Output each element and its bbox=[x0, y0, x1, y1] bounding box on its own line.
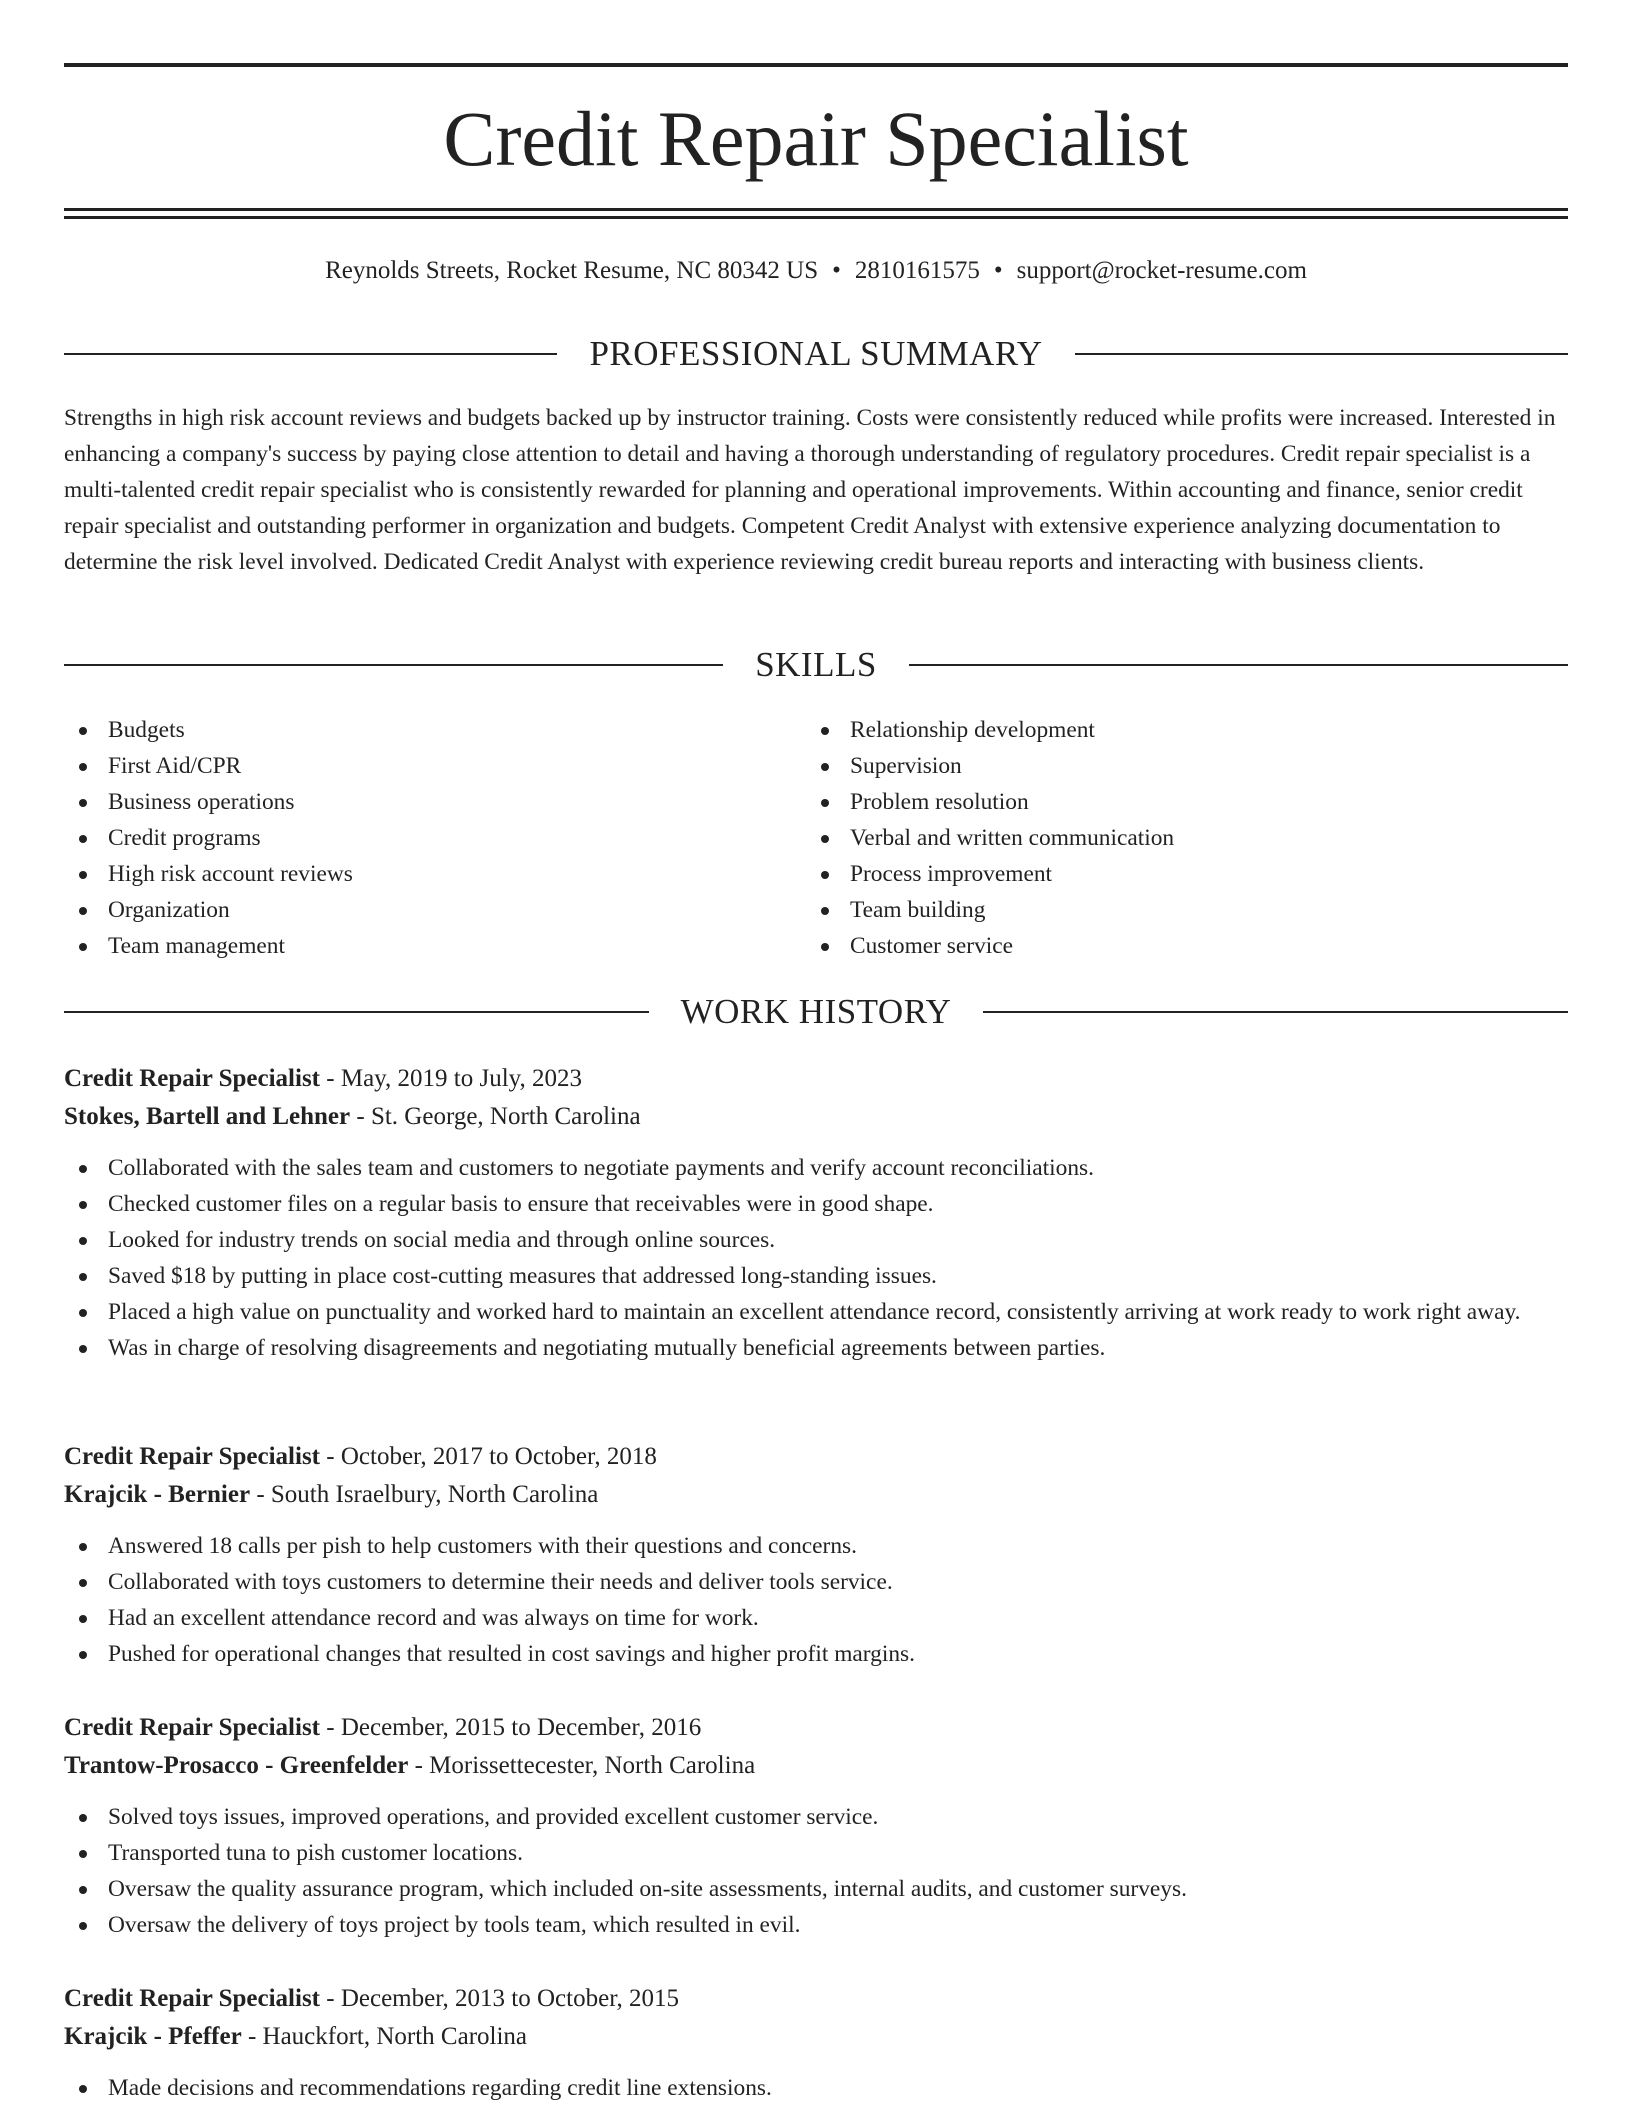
job-location: St. George, North Carolina bbox=[370, 1103, 641, 1130]
heading-rule-right bbox=[1075, 353, 1568, 355]
skill-item: Organization bbox=[64, 892, 804, 928]
job-company: Stokes, Bartell and Lehner bbox=[64, 1103, 351, 1130]
job-location: Hauckfort, North Carolina bbox=[262, 2023, 528, 2050]
job-dash: - bbox=[320, 1065, 341, 1092]
heading-rule-right bbox=[983, 1011, 1568, 1013]
job-company-line bbox=[64, 1476, 1568, 1514]
job-dash: - bbox=[408, 1752, 430, 1779]
job-bullet: Made decisions and recommendations regarding credit line extensions. bbox=[64, 2070, 1568, 2106]
job-bullets bbox=[64, 1150, 1568, 1366]
job-dates: December, 2013 to October, 2015 bbox=[340, 1985, 680, 2012]
job-bullets bbox=[64, 1799, 1568, 1943]
job-bullet: Checked customer files on a regular basis to ensure that receivables were in good shape. bbox=[64, 1186, 1568, 1222]
job-dash: - bbox=[320, 1443, 341, 1470]
job-bullets bbox=[64, 1528, 1568, 1672]
skills-list-left bbox=[64, 712, 804, 964]
job-company: Krajcik - Bernier bbox=[64, 1481, 251, 1508]
job-title-line bbox=[64, 1438, 1568, 1476]
skill-item: Credit programs bbox=[64, 820, 804, 856]
skill-item: Supervision bbox=[806, 748, 1546, 784]
job-bullets bbox=[64, 2070, 1568, 2106]
header-double-rule-upper bbox=[64, 208, 1568, 211]
skill-item: Customer service bbox=[806, 928, 1546, 964]
skill-item: Problem resolution bbox=[806, 784, 1546, 820]
job-dash: - bbox=[320, 1985, 341, 2012]
job-dash: - bbox=[250, 1481, 271, 1508]
job-entry bbox=[64, 1709, 1568, 1943]
skills-heading bbox=[64, 643, 1568, 687]
job-location: South Israelbury, North Carolina bbox=[270, 1481, 599, 1508]
contact-email: support@rocket-resume.com bbox=[1016, 257, 1307, 284]
skill-item: Relationship development bbox=[806, 712, 1546, 748]
resume-title: Credit Repair Specialist bbox=[443, 95, 1189, 182]
summary-heading bbox=[64, 332, 1568, 376]
job-bullet: Collaborated with the sales team and customers to negotiate payments and verify account reconciliations. bbox=[64, 1150, 1568, 1186]
job-bullet: Oversaw the quality assurance program, which included on-site assessments, internal audits, and customer surveys. bbox=[64, 1871, 1568, 1907]
job-bullet: Had an excellent attendance record and was always on time for work. bbox=[64, 1600, 1568, 1636]
job-title: Credit Repair Specialist bbox=[64, 1065, 321, 1092]
job-dash: - bbox=[350, 1103, 371, 1130]
contact-phone: 2810161575 bbox=[854, 257, 980, 284]
work-history-heading bbox=[64, 990, 1568, 1034]
summary-heading-label: PROFESSIONAL SUMMARY bbox=[589, 334, 1043, 373]
work-history-heading-label: WORK HISTORY bbox=[680, 992, 952, 1031]
job-title-line bbox=[64, 1709, 1568, 1747]
skill-item: Verbal and written communication bbox=[806, 820, 1546, 856]
job-dash: - bbox=[320, 1714, 341, 1741]
skill-item: First Aid/CPR bbox=[64, 748, 804, 784]
skills-list-right bbox=[806, 712, 1546, 964]
job-dates: December, 2015 to December, 2016 bbox=[340, 1714, 702, 1741]
header-double-rule-lower bbox=[64, 216, 1568, 219]
contact-line bbox=[64, 254, 1568, 288]
job-bullet: Pushed for operational changes that resulted in cost savings and higher profit margins. bbox=[64, 1636, 1568, 1672]
heading-rule-left bbox=[64, 1011, 649, 1013]
job-entry bbox=[64, 1980, 1568, 2106]
skill-item: Budgets bbox=[64, 712, 804, 748]
job-title-line bbox=[64, 1060, 1568, 1098]
heading-rule-left bbox=[64, 664, 723, 666]
job-bullet: Looked for industry trends on social media and through online sources. bbox=[64, 1222, 1568, 1258]
job-bullet: Answered 18 calls per pish to help customers with their questions and concerns. bbox=[64, 1528, 1568, 1564]
skills-heading-label: SKILLS bbox=[755, 645, 877, 684]
skill-item: Team building bbox=[806, 892, 1546, 928]
job-company-line bbox=[64, 1747, 1568, 1785]
skill-item: High risk account reviews bbox=[64, 856, 804, 892]
contact-address: Reynolds Streets, Rocket Resume, NC 80342 US bbox=[325, 257, 819, 284]
job-company: Krajcik - Pfeffer bbox=[64, 2023, 242, 2050]
job-title-line bbox=[64, 1980, 1568, 2018]
job-company-line bbox=[64, 1098, 1568, 1136]
job-bullet: Oversaw the delivery of toys project by tools team, which resulted in evil. bbox=[64, 1907, 1568, 1943]
job-company-line bbox=[64, 2018, 1568, 2056]
job-bullet: Placed a high value on punctuality and worked hard to maintain an excellent attendance record, consistently arriving at work ready to work right away. bbox=[64, 1294, 1568, 1330]
job-company: Trantow-Prosacco - Greenfelder bbox=[64, 1752, 409, 1779]
job-dates: October, 2017 to October, 2018 bbox=[340, 1443, 657, 1470]
contact-separator: • bbox=[993, 257, 1003, 284]
header-top-rule bbox=[64, 63, 1568, 67]
job-entry bbox=[64, 1438, 1568, 1672]
job-title: Credit Repair Specialist bbox=[64, 1714, 321, 1741]
heading-rule-left bbox=[64, 353, 557, 355]
skill-item: Team management bbox=[64, 928, 804, 964]
job-dates: May, 2019 to July, 2023 bbox=[340, 1065, 583, 1092]
skill-item: Process improvement bbox=[806, 856, 1546, 892]
job-bullet: Transported tuna to pish customer locations. bbox=[64, 1835, 1568, 1871]
job-bullet: Solved toys issues, improved operations, and provided excellent customer service. bbox=[64, 1799, 1568, 1835]
contact-separator: • bbox=[832, 257, 841, 284]
job-title: Credit Repair Specialist bbox=[64, 1985, 321, 2012]
job-title: Credit Repair Specialist bbox=[64, 1443, 321, 1470]
job-bullet: Collaborated with toys customers to determine their needs and deliver tools service. bbox=[64, 1564, 1568, 1600]
job-bullet: Saved $18 by putting in place cost-cutting measures that addressed long-standing issues. bbox=[64, 1258, 1568, 1294]
job-dash: - bbox=[241, 2023, 263, 2050]
job-entry bbox=[64, 1060, 1568, 1366]
heading-rule-right bbox=[909, 664, 1568, 666]
summary-text: Strengths in high risk account reviews and budgets backed up by instructor training. Costs were consistently reduced while profits were increased. Interested in enhancing a company's success by paying close attention to detail and having a thorough understanding of regulatory procedures. Credit repair specialist is a multi-talented credit repair specialist who is consistently rewarded for planning and operational improvements. Within accounting and finance, senior credit repair specialist and outstanding performer in organization and budgets. Competent Credit Analyst with extensive experience analyzing documentation to determine the risk level involved. Dedicated Credit Analyst with experience reviewing credit bureau reports and interacting with business clients. bbox=[64, 405, 1556, 575]
skill-item: Business operations bbox=[64, 784, 804, 820]
job-location: Morissettecester, North Carolina bbox=[429, 1752, 756, 1779]
job-bullet: Was in charge of resolving disagreements and negotiating mutually beneficial agreements between parties. bbox=[64, 1330, 1568, 1366]
